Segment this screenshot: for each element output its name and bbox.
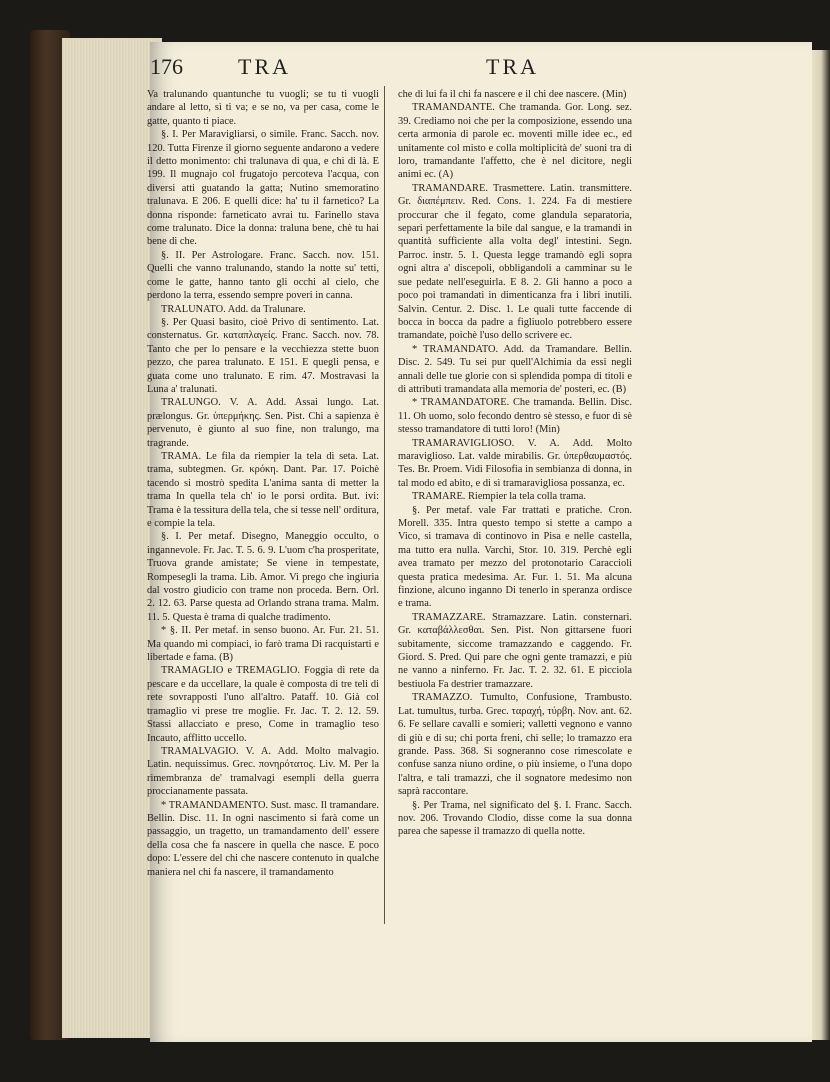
entry: TRAMAZZO. Tumulto, Confusione, Trambusto. Lat. tumultus, turba. Grec. ταραχή, τύρβη. Nov. ant. 62. 6. Fe sellare cavalli e somieri; valletti vegnono e vanno di giù e di su; chi porta freni, chi selle; lo tramazzo era grande. Pass. 368. Si sogneranno cose rimescolate e confuse sanza niuno ordine, o più insieme, o l'una dopo l'altra, e tali tramazzi, che il sognatore medesimo non saprà raccontare. <box>398 692 632 798</box>
entry: TRAMA. Le fila da riempier la tela di seta. Lat. trama, subtegmen. Gr. κρόκη. Dant. Par. 17. Poichè tacendo si mostrò spedita L'anima santa di metter la trama In quella tela ch' io le porsi ordita. But. ivi: Trama è la tessitura della tela, che si tesse nell' orditura, e compie la tela. <box>147 450 379 529</box>
entry: TRAMARAVIGLIOSO. V. A. Add. Molto maraviglioso. Lat. valde mirabilis. Gr. ὑπερθαυμαστός. Tes. Br. Proem. Vidi Filosofia in sembianza di donna, in tal modo ed abito, e di sì tramaravigliosa possanza, ec. <box>398 437 632 489</box>
entry: * TRAMANDATO. Add. da Tramandare. Bellin. Disc. 2. 549. Tu sei pur quell'Alchimia da essi negli annali delle tue glorie con sì splendida pompa di titoli e di attributi tramandata alla memoria de' posteri, ec. (B) <box>398 343 632 395</box>
entry: * §. II. Per metaf. in senso buono. Ar. Fur. 21. 51. Ma quando mi compiaci, io farò trama Di racquistarti e libertade e fama. (B) <box>147 625 379 664</box>
entry: TRALUNGO. V. A. Add. Assai lungo. Lat. prælongus. Gr. ὑπερμήκης. Sen. Pist. Chi a sapienza è pervenuto, è giunto al suo fine, non tralungo, ma tragrande. <box>147 397 379 449</box>
entry: TRAMANDANTE. Che tramanda. Gor. Long. sez. 39. Crediamo noi che per la composizione, essendo una certa armonia di parole ec. moventi mille idee ec., ed unitamente col misto e colla moltiplicità de' suoni tra di loro, tramandante l'affetto, che è nel dicitore, negli animi ec. (A) <box>398 102 632 181</box>
entry: §. Per metaf. vale Far trattati e pratiche. Cron. Morell. 335. Intra questo tempo si stette a campo a Vico, si tramava di continovo in Pisa e nelle castella, ma tutto era nulla. Varchi, Stor. 10. 319. Perchè egli avea tramato per mezzo del protonotario Caraccioli questa pratica medesima. Ar. Fur. 1. 51. Ma alcuna finzione, alcuno inganno Di tenerlo in speranza ordisce e trama. <box>398 504 632 610</box>
entry: TRAMALVAGIO. V. A. Add. Molto malvagio. Latin. nequissimus. Grec. πονηρότατος. Liv. M. Per la rimembranza de' tramalvagi esempli della guerra proccianamente passata. <box>147 745 379 798</box>
entry: * TRAMANDATORE. Che tramanda. Bellin. Disc. 11. Oh uomo, solo fecondo dentro sè stesso, e fuor di sè stesso tramandatore di tutti loro! (Min) <box>398 397 632 436</box>
entry: che di lui fa il chi fa nascere e il chi dee nascere. (Min) <box>398 89 627 100</box>
header-left-guideword: TRA <box>238 54 291 79</box>
column-divider <box>384 86 385 924</box>
entry: TRAMAZZARE. Stramazzare. Latin. consternari. Gr. καταβάλλεσθαι. Sen. Pist. Non gittarsene fuori subitamente, siccome tramazzando e caggendo. Fr. Giord. S. Pred. Qui pare che ogni gente tramazzi, e più ne vanno a ninferno. Fr. Jac. T. 2. 32. 61. E picciola bestiuola Fa destrier tramazzare. <box>398 611 632 690</box>
entry: §. I. Per metaf. Disegno, Maneggio occulto, o ingannevole. Fr. Jac. T. 5. 6. 9. L'uom c'ha prosperitate, Truova grande amistate; Se viene in tempestate, Rompesegli la trama. Lib. Amor. Vi prego che ingiuria dal vostro giudicio con trame non proceda. Bern. Orl. 2. 12. 63. Parse questa ad Orlando strana trama. Malm. 11. 5. Questa è trama di qualche tradimento. <box>147 531 379 623</box>
entry: Va tralunando quantunche tu vuogli; se tu ti vuogli andare al letto, sì ti va; e se no, va per casa, come le gatte, quanto ti piace. <box>147 89 379 127</box>
entry: TRAMAGLIO e TREMAGLIO. Foggia di rete da pescare e da uccellare, la quale è composta di tre teli di rete sovrapposti l'uno all'altro. Pataff. 10. Già col tramaglio vi prese tre moglie. Fr. Jac. T. 2. 12. 59. Stassi allacciato e preso, Come in tramaglio teso Incauto, afflitto uccello. <box>147 665 379 744</box>
entry: §. Per Quasi basito, cioè Privo di sentimento. Lat. consternatus. Gr. καταπλαγείς. Franc. Sacch. nov. 78. Tanto che per lo pensare e la vecchiezza stette buon pezzo, che parea tralunato. E 151. E quegli pensa, e guata come uno tralunato. E rim. 47. Mostravasi la Luna a' tralunati. <box>147 316 379 395</box>
left-column <box>147 88 379 879</box>
entry: §. II. Per Astrologare. Franc. Sacch. nov. 151. Quelli che vanno tralunando, stando la notte su' tetti, come le gatte, hanno tanto gli occhi al cielo, che perdono la terra, essendo sempre poveri in canna. <box>147 249 379 302</box>
entry: TRAMARE. Riempier la tela colla trama. <box>412 491 586 503</box>
page-number: 176 <box>150 54 183 79</box>
entry: §. I. Per Maravigliarsi, o simile. Franc. Sacch. nov. 120. Tutta Firenze il giorno seguente andarono a vedere il detto monimento: chi tralunava di qua, e chi di là. E 199. Il mugnajo col frugatojo percoteva l'acqua, con diversi atti guatando la gatta; Nutino smemoratino tralunava. E 206. E quelli dice: ha' tu il farnetico? La donna risponde: farneticato avrai tu. Farinello stava come tralunato. Dice la donna: traluna bene, chè tu hai bene di che. <box>147 129 379 248</box>
entry: §. Per Trama, nel significato del §. I. Franc. Sacch. nov. 206. Trovando Clodio, disse come la sua donna parea che sapesse il tramazzo di quella notte. <box>398 799 632 838</box>
page-header <box>0 54 830 84</box>
right-column <box>398 88 632 839</box>
entry: TRAMANDARE. Trasmettere. Latin. transmittere. Gr. διαπέμπειν. Red. Cons. 1. 224. Fa di mestiere proccurar che il fegato, come glandula separatoria, separi perfettamente la bile dal sangue, e la tramandi in quantità sufficiente alla volta degl' intestini. Segn. Parroc. instr. 5. 1. Questa legge tramandò egli sopra ogni altra a' discepoli, obbligandoli a camminar su le sue pedate nell'eseguirla. E 8. 2. Gli hanno a poco a poco poi tramandati in dimenticanza fra i libri inutili. Salvin. Centur. 2. Disc. 1. Le quali tutte faccende di bocca in bocca da padre a figliuolo potrebbero essere tramandate, poichè l'uso dello scrivere ec. <box>398 182 632 342</box>
entry: * TRAMANDAMENTO. Sust. masc. Il tramandare. Bellin. Disc. 11. In ogni nascimento si farà come un passaggio, un tragetto, un tramandamento dell' essere della cosa che fa nascere in quella che nasce. E poco dopo: L'essere del chi che nascere contenuto in qualche maniera nel chi fa nascere, il tramandamento <box>147 799 379 878</box>
entry: TRALUNATO. Add. da Tralunare. <box>161 303 306 315</box>
header-right-guideword: TRA <box>486 54 539 79</box>
